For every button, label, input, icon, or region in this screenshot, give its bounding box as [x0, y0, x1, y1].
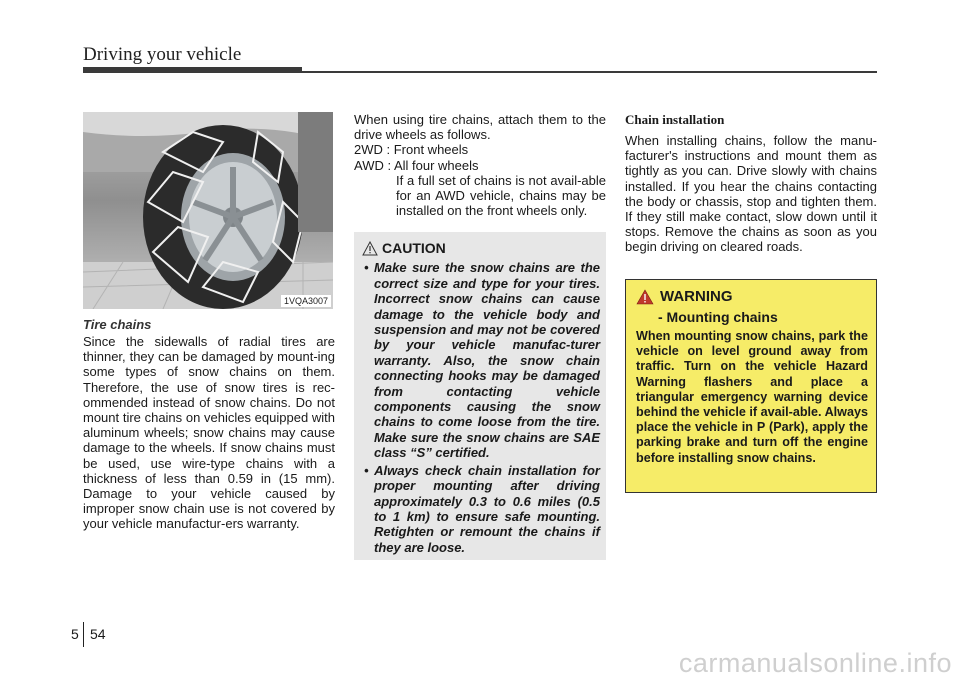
warning-box: [625, 279, 877, 493]
warning-title: WARNING: [660, 288, 733, 305]
warning-title-row: [636, 288, 868, 305]
line-awd: AWD : All four wheels: [354, 157, 479, 173]
tire-chains-paragraph: Since the sidewalls of radial tires are thinner, they can be damaged by mount-ing some types of snow chains on them. Therefore, the use of snow tires is rec-ommended instead of snow chains. Do not mount tire chains on vehicles equipped with aluminum wheels; snow chains may cause damage to the wheels. If snow chains must be used, use wire-type chains with a thickness of less than 0.59 in (15 mm). Damage to your vehicle caused by improper snow chain use is not covered by your vehicle manufactur-ers warranty.: [83, 334, 335, 532]
page-header-title: Driving your vehicle: [83, 44, 242, 65]
drive-wheels-intro: When using tire chains, attach them to the drive wheels as follows.: [354, 112, 606, 143]
caution-triangle-icon: [362, 241, 378, 256]
footer-divider: [83, 622, 84, 647]
chain-installation-paragraph: When installing chains, follow the manu-facturer's instructions and mount them as tightly as you can. Drive slowly with chains installed. If you hear the chains contacting the body or chassis, stop and tighten them. If they still make contact, slow down until it stops. Remove the chains as soon as you begin driving on cleared roads.: [625, 133, 877, 255]
warning-triangle-icon: [636, 289, 654, 305]
warning-subtitle: - Mounting chains: [658, 309, 778, 325]
line-2wd: 2WD : Front wheels: [354, 142, 469, 158]
column-tire-chains: [83, 112, 335, 532]
header-rule-thin: [302, 71, 877, 73]
caution-item-snow-chains: • Make sure the snow chains are the correct size and type for your tires. Incorrect snow chains can cause damage to the vehicle body and suspension and may not be covered by your vehicle manufac-turer warranty. Also, the snow chain connecting hooks may be damaged from contacting vehicle components causing the snow chains to come loose from the tire. Make sure the snow chains are SAE class “S” certified.: [364, 260, 600, 461]
tire-chain-photo: [83, 112, 333, 309]
watermark-text: carmanualsonline.info: [678, 648, 952, 678]
header-rule-thick: [83, 67, 302, 73]
warning-text: When mounting snow chains, park the vehicle on level ground away from traffic. Turn on the vehicle Hazard Warning flashers and place a triangular emergency warning device behind the vehicle if avail-able. Always place the vehicle in P (Park), apply the parking brake and turn off the engine before installing snow chains.: [636, 329, 868, 465]
footer-chapter-number: 5: [71, 626, 79, 642]
image-code-label: 1VQA3007: [281, 295, 331, 307]
caution-item-check-installation: • Always check chain installation for proper mounting after driving approximately 0.3 to 0.6 miles (0.5 to 1 km) to ensure safe mounting. Retighten or remount the chains if they are loose.: [364, 462, 600, 555]
caution-title-row: [362, 240, 600, 256]
column-chain-installation: [625, 112, 877, 255]
caution-box: [354, 232, 606, 560]
chain-installation-heading: Chain installation: [625, 112, 725, 127]
caution-title: CAUTION: [382, 240, 446, 257]
tire-chain-illustration: [83, 112, 333, 309]
footer-page-number: 54: [90, 626, 106, 642]
tire-chains-caption: Tire chains: [83, 317, 152, 332]
column-drive-wheels: [354, 112, 606, 560]
awd-note: If a full set of chains is not avail-able for an AWD vehicle, chains may be installed on the front wheels only.: [396, 172, 606, 219]
